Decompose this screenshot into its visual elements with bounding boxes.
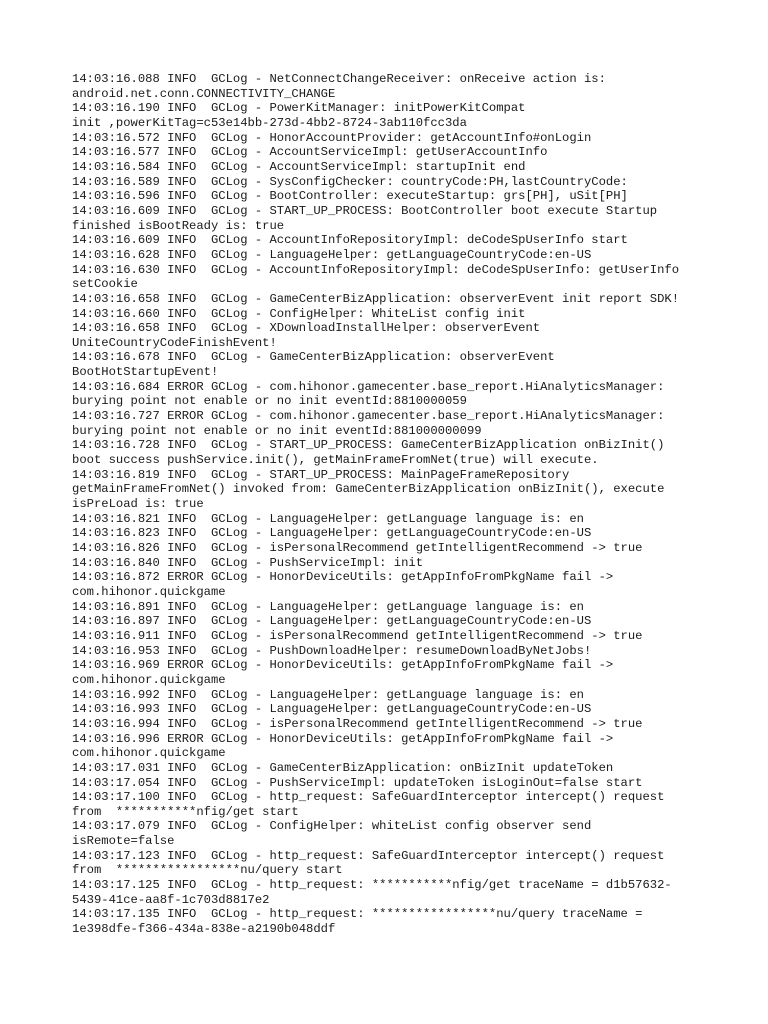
log-line: 14:03:16.660 INFO GCLog - ConfigHelper: WhiteList config init	[72, 306, 526, 321]
log-line: 14:03:16.953 INFO GCLog - PushDownloadHelper: resumeDownloadByNetJobs!	[72, 643, 592, 658]
log-line: UniteCountryCodeFinishEvent!	[72, 335, 277, 350]
log-line: from ***********nfig/get start	[72, 804, 299, 819]
log-line: 14:03:16.993 INFO GCLog - LanguageHelper: getLanguageCountryCode:en-US	[72, 702, 592, 717]
log-line: 14:03:16.969 ERROR GCLog - HonorDeviceUtils: getAppInfoFromPkgName fail ->	[72, 658, 614, 673]
log-line: 14:03:16.821 INFO GCLog - LanguageHelper: getLanguage language is: en	[72, 511, 584, 526]
log-line: init ,powerKitTag=c53e14bb-273d-4bb2-8724-3ab110fcc3da	[72, 115, 467, 130]
log-line: 14:03:16.630 INFO GCLog - AccountInfoRepositoryImpl: deCodeSpUserInfo: getUserInfo	[72, 262, 680, 277]
log-line: 5439-41ce-aa8f-1c703d8817e2	[72, 892, 270, 907]
log-line: 14:03:17.125 INFO GCLog - http_request: ***********nfig/get traceName = d1b57632-	[72, 878, 672, 893]
log-line: isPreLoad is: true	[72, 497, 204, 512]
log-line: finished isBootReady is: true	[72, 218, 285, 233]
log-line: 14:03:17.054 INFO GCLog - PushServiceImpl: updateToken isLoginOut=false start	[72, 775, 643, 790]
log-line: 14:03:16.992 INFO GCLog - LanguageHelper: getLanguage language is: en	[72, 687, 584, 702]
log-line: 14:03:16.872 ERROR GCLog - HonorDeviceUtils: getAppInfoFromPkgName fail ->	[72, 570, 614, 585]
log-line: 14:03:16.609 INFO GCLog - START_UP_PROCESS: BootController boot execute Startup	[72, 203, 658, 218]
log-line: 14:03:16.577 INFO GCLog - AccountServiceImpl: getUserAccountInfo	[72, 145, 548, 160]
log-line: com.hihonor.quickgame	[72, 584, 226, 599]
log-line: 14:03:16.572 INFO GCLog - HonorAccountProvider: getAccountInfo#onLogin	[72, 130, 592, 145]
log-line: 14:03:17.079 INFO GCLog - ConfigHelper: whiteList config observer send	[72, 819, 592, 834]
log-line: 14:03:16.911 INFO GCLog - isPersonalRecommend getIntelligentRecommend -> true	[72, 628, 643, 643]
log-line: 14:03:16.584 INFO GCLog - AccountServiceImpl: startupInit end	[72, 159, 526, 174]
log-line: com.hihonor.quickgame	[72, 672, 226, 687]
log-line: 14:03:16.628 INFO GCLog - LanguageHelper: getLanguageCountryCode:en-US	[72, 247, 592, 262]
log-line: 14:03:17.100 INFO GCLog - http_request: SafeGuardInterceptor intercept() request	[72, 790, 665, 805]
log-line: 14:03:16.823 INFO GCLog - LanguageHelper: getLanguageCountryCode:en-US	[72, 526, 592, 541]
log-line: 14:03:16.727 ERROR GCLog - com.hihonor.gamecenter.base_report.HiAnalyticsManager:	[72, 409, 665, 424]
log-line: getMainFrameFromNet() invoked from: GameCenterBizApplication onBizInit(), execute	[72, 482, 665, 497]
log-line: 14:03:16.088 INFO GCLog - NetConnectChangeReceiver: onReceive action is:	[72, 72, 606, 86]
log-line: 14:03:16.658 INFO GCLog - XDownloadInstallHelper: observerEvent	[72, 321, 541, 336]
log-line: burying point not enable or no init eventId:8810000059	[72, 394, 467, 409]
log-line: com.hihonor.quickgame	[72, 746, 226, 761]
log-line: 14:03:17.123 INFO GCLog - http_request: SafeGuardInterceptor intercept() request	[72, 848, 665, 863]
log-line: BootHotStartupEvent!	[72, 365, 219, 380]
log-line: 1e398dfe-f366-434a-838e-a2190b048ddf	[72, 922, 336, 937]
log-line: burying point not enable or no init eventId:881000000099	[72, 423, 482, 438]
log-line: 14:03:17.135 INFO GCLog - http_request: *****************nu/query traceName =	[72, 907, 643, 922]
log-line: 14:03:16.826 INFO GCLog - isPersonalRecommend getIntelligentRecommend -> true	[72, 541, 643, 555]
log-line: 14:03:16.897 INFO GCLog - LanguageHelper: getLanguageCountryCode:en-US	[72, 614, 592, 629]
log-document	[72, 72, 712, 937]
log-line: 14:03:16.819 INFO GCLog - START_UP_PROCESS: MainPageFrameRepository	[72, 467, 570, 482]
log-line: 14:03:16.891 INFO GCLog - LanguageHelper: getLanguage language is: en	[72, 599, 584, 614]
log-line: 14:03:16.596 INFO GCLog - BootController: executeStartup: grs[PH], uSit[PH]	[72, 189, 628, 204]
log-line: isRemote=false	[72, 834, 175, 849]
log-line: 14:03:16.994 INFO GCLog - isPersonalRecommend getIntelligentRecommend -> true	[72, 716, 643, 731]
log-line: 14:03:16.684 ERROR GCLog - com.hihonor.gamecenter.base_report.HiAnalyticsManager:	[72, 379, 665, 394]
log-line: android.net.conn.CONNECTIVITY_CHANGE	[72, 86, 336, 101]
log-line: 14:03:16.190 INFO GCLog - PowerKitManager: initPowerKitCompat	[72, 101, 526, 116]
log-line: 14:03:17.031 INFO GCLog - GameCenterBizApplication: onBizInit updateToken	[72, 760, 614, 775]
log-line: 14:03:16.658 INFO GCLog - GameCenterBizApplication: observerEvent init report SDK!	[72, 291, 680, 306]
log-line: 14:03:16.996 ERROR GCLog - HonorDeviceUtils: getAppInfoFromPkgName fail ->	[72, 731, 614, 746]
log-line: 14:03:16.589 INFO GCLog - SysConfigChecker: countryCode:PH,lastCountryCode:	[72, 174, 628, 189]
log-line: 14:03:16.728 INFO GCLog - START_UP_PROCESS: GameCenterBizApplication onBizInit()	[72, 438, 665, 453]
log-line: 14:03:16.678 INFO GCLog - GameCenterBizApplication: observerEvent	[72, 350, 555, 365]
log-line: 14:03:16.840 INFO GCLog - PushServiceImpl: init	[72, 555, 424, 570]
log-line: from *****************nu/query start	[72, 863, 343, 878]
log-line: setCookie	[72, 277, 138, 292]
log-line: 14:03:16.609 INFO GCLog - AccountInfoRepositoryImpl: deCodeSpUserInfo start	[72, 233, 628, 248]
log-line: boot success pushService.init(), getMainFrameFromNet(true) will execute.	[72, 453, 599, 468]
